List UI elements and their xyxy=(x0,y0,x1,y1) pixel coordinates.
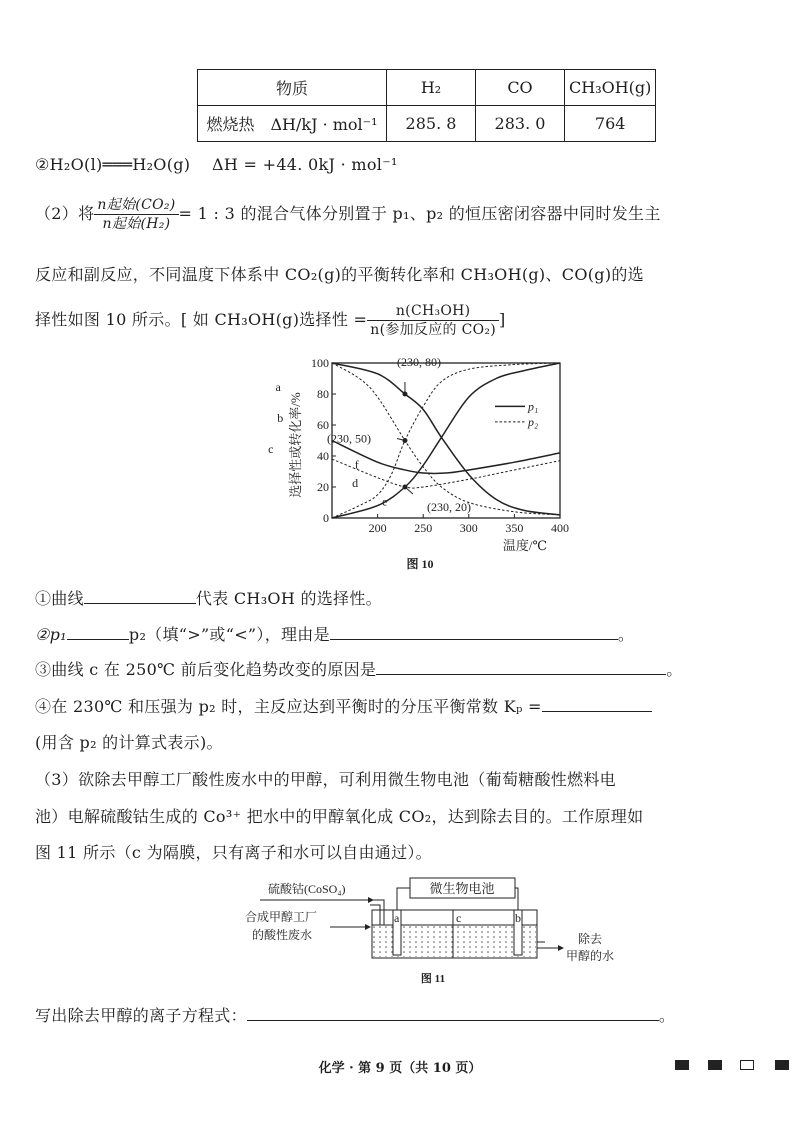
y-tick-label: 100 xyxy=(311,356,329,370)
part2-after: = 1 : 3 的混合气体分别置于 p₁、p₂ 的恒压密闭容器中同时发生主 xyxy=(178,204,661,223)
figure-10-chart xyxy=(268,350,580,571)
part2-line3 xyxy=(35,302,506,339)
value-ch3oh: 764 xyxy=(565,106,656,142)
y-tick-label: 60 xyxy=(317,418,329,432)
question-1 xyxy=(35,586,382,609)
ratio-fraction xyxy=(94,196,178,233)
scan-mark xyxy=(775,1060,789,1070)
value-h2: 285. 8 xyxy=(387,106,476,142)
part3-line1: （3）欲除去甲醇工厂酸性废水中的甲醇，可利用微生物电池（葡萄糖酸性燃料电 xyxy=(35,770,616,789)
q3-end: 。 xyxy=(666,660,683,679)
x-tick-label: 250 xyxy=(414,521,433,535)
y-tick-label: 0 xyxy=(323,511,329,525)
fraction-denominator: n(参加反应的 CO₂) xyxy=(370,322,497,338)
header-ch3oh: CH₃OH(g) xyxy=(565,70,656,106)
table-row xyxy=(198,106,656,142)
label-b: b xyxy=(515,911,521,925)
question-2 xyxy=(35,622,634,645)
wastewater-label-2: 的酸性废水 xyxy=(252,928,313,942)
figure-11-diagram xyxy=(240,870,630,990)
q2-text: p₂（填“>”或“<”），理由是 xyxy=(128,625,330,644)
x-tick-label: 350 xyxy=(505,521,524,535)
x-tick-label: 400 xyxy=(551,521,569,535)
selectivity-fraction xyxy=(367,302,499,339)
combustion-heat-table xyxy=(197,69,656,142)
wastewater-label-1: 合成甲醇工厂 xyxy=(245,910,318,924)
annotation-label: (230, 20) xyxy=(426,500,471,514)
header-h2: H₂ xyxy=(387,70,476,106)
annotation-label: (230, 50) xyxy=(326,431,371,446)
part2-line2: 反应和副反应，不同温度下体系中 CO₂(g)的平衡转化率和 CH₃OH(g)、CO(g)的选 xyxy=(35,265,644,284)
y-tick-label: 40 xyxy=(317,449,329,463)
x-tick-label: 200 xyxy=(368,521,387,535)
page-footer: 化学 · 第 9 页（共 10 页） xyxy=(318,1061,482,1076)
series-label-a: a xyxy=(275,379,281,394)
q1-suffix: 代表 CH₃OH 的选择性。 xyxy=(195,589,382,608)
x-tick-label: 300 xyxy=(459,521,478,535)
fraction-numerator: n起始(CO₂) xyxy=(94,196,178,215)
q2-p1: ②p₁ xyxy=(35,625,67,644)
q-ion-end: 。 xyxy=(658,1006,676,1025)
outlet-label-2: 甲醇的水 xyxy=(566,949,615,963)
y-tick-label: 80 xyxy=(317,387,329,401)
figure-11-caption: 图 11 xyxy=(420,973,446,985)
header-substance: 物质 xyxy=(198,70,387,106)
equation-2: ②H₂O(l)═══H₂O(g) ΔH = +44. 0kJ · mol⁻¹ xyxy=(35,155,398,174)
q-ion-text: 写出除去甲醇的离子方程式： xyxy=(35,1006,247,1025)
q4-text: ④在 230℃ 和压强为 p₂ 时，主反应达到平衡时的分压平衡常数 Kₚ = xyxy=(35,697,542,716)
question-3 xyxy=(35,657,683,680)
series-label-b: b xyxy=(277,410,284,425)
fraction-numerator: n(CH₃OH) xyxy=(367,302,499,321)
battery-label: 微生物电池 xyxy=(429,881,495,896)
series-label-c: c xyxy=(268,441,274,456)
series-label-e: e xyxy=(382,494,388,509)
q1-prefix: ①曲线 xyxy=(35,589,84,608)
series-label-f: f xyxy=(354,457,359,472)
answer-blank-2a[interactable] xyxy=(67,625,129,640)
x-axis-label: 温度/℃ xyxy=(502,538,548,553)
answer-blank-ion[interactable] xyxy=(247,1006,659,1021)
bracket-close: ] xyxy=(499,310,506,329)
q3-text: ③曲线 c 在 250℃ 前后变化趋势改变的原因是 xyxy=(35,660,377,679)
series-label-d: d xyxy=(352,476,359,490)
y-tick-label: 20 xyxy=(317,480,329,494)
scan-mark xyxy=(740,1060,754,1070)
scan-mark xyxy=(708,1060,722,1070)
annotation-label: (230, 80) xyxy=(396,355,441,369)
part2-line1 xyxy=(35,196,661,233)
cobalt-sulfate-label: 硫酸钴(CoSO₄) xyxy=(268,882,346,896)
legend-label: p₂ xyxy=(528,414,539,429)
header-co: CO xyxy=(476,70,565,106)
label-c: c xyxy=(456,911,462,925)
answer-blank-3[interactable] xyxy=(376,660,666,675)
y-axis-label: 选择性或转化率/% xyxy=(288,392,303,498)
row-label: 燃烧热 ΔH/kJ · mol⁻¹ xyxy=(198,106,387,142)
fraction-denominator: n起始(H₂) xyxy=(102,216,171,232)
outlet-label-1: 除去 xyxy=(578,932,603,946)
chart-caption: 图 10 xyxy=(406,557,434,571)
label-a: a xyxy=(394,911,400,925)
legend-label: p₁ xyxy=(528,399,539,414)
q2-end: 。 xyxy=(617,625,635,644)
question-4 xyxy=(35,694,652,717)
answer-blank-1[interactable] xyxy=(84,589,196,604)
answer-blank-2b[interactable] xyxy=(330,625,618,640)
scan-mark xyxy=(675,1060,689,1070)
question-ion-equation xyxy=(35,1003,675,1026)
part3-line3: 图 11 所示（c 为隔膜，只有离子和水可以自由通过）。 xyxy=(35,843,432,862)
value-co: 283. 0 xyxy=(476,106,565,142)
part2-prefix: （2）将 xyxy=(35,204,95,223)
table-header-row xyxy=(198,70,656,106)
selectivity-definition: 择性如图 10 所示。[ 如 CH₃OH(g)选择性 = xyxy=(35,310,368,329)
answer-blank-4[interactable] xyxy=(542,697,652,712)
question-4-note: (用含 p₂ 的计算式表示)。 xyxy=(35,733,223,752)
part3-line2: 池）电解硫酸钴生成的 Co³⁺ 把水中的甲醇氧化成 CO₂，达到除去目的。工作原理如 xyxy=(35,807,644,826)
